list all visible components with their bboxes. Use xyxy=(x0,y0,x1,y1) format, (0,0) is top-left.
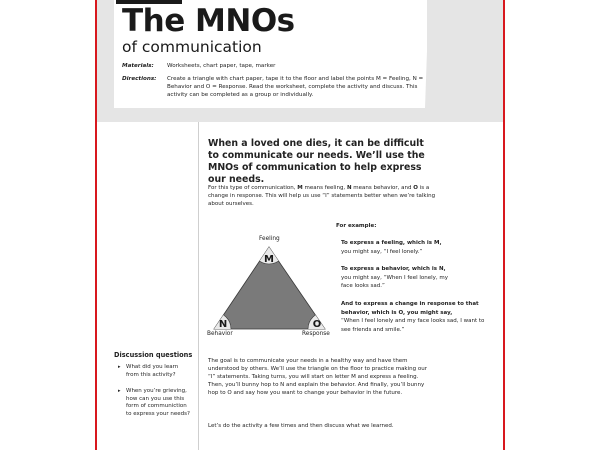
directions-label: Directions: xyxy=(122,76,157,82)
triangle-letter-n: N xyxy=(218,319,228,330)
label-behavior: Behavior xyxy=(207,331,233,337)
examples-title: For example: xyxy=(336,223,377,229)
example-lead: To express a behavior, which is N, xyxy=(341,266,446,272)
mno-triangle-diagram xyxy=(205,240,335,335)
question-text: When you’re grieving, how can you use this form of communiction to express your needs? xyxy=(126,388,190,417)
label-response: Response xyxy=(302,331,330,337)
intro-text: means feeling, xyxy=(302,185,347,191)
goal-paragraph: The goal is to communicate your needs in a healthy way and have them understood by others. We’ll use the triangle on the floor to practice making our “I” statements. Taking turns, you will start on letter M and express a feeling. Then, you’ll bunny hop to N and explain the behavior. And finally, you’ll bunny hop to O and say how you want to change your behavior in the future. xyxy=(208,358,427,396)
letter-n: N xyxy=(346,185,352,191)
letter-o: O xyxy=(413,185,418,191)
question-text: What did you learn from this activity? xyxy=(126,364,179,378)
column-divider xyxy=(198,122,199,450)
label-feeling: Feeling xyxy=(259,236,280,242)
triangle-letter-m: M xyxy=(264,254,274,265)
example-body: “When I feel lonely and my face looks sad, I want to see friends and smile.” xyxy=(341,318,485,333)
page-subtitle: of communication xyxy=(122,38,262,56)
intro-text: means behavior, and xyxy=(351,185,414,191)
example-body: you might say, “When I feel lonely, my face looks sad.” xyxy=(341,274,449,289)
intro-heading: When a loved one dies, it can be difficult to communicate our needs. We’ll use the MNOs of communication to help express our needs. xyxy=(208,138,425,185)
page-border-left xyxy=(95,0,97,450)
bullet-arrow-icon: ▸ xyxy=(118,364,121,370)
example-lead: To express a feeling, which is M, xyxy=(341,240,442,246)
example-response xyxy=(341,300,499,334)
page-border-right xyxy=(503,0,505,450)
materials-label: Materials: xyxy=(122,63,154,69)
example-lead: And to express a change in response to that behavior, which is O, you might say, xyxy=(341,301,479,316)
intro-text: For this type of communication, xyxy=(208,185,298,191)
closing-paragraph: Let’s do the activity a few times and then discuss what we learned. xyxy=(208,423,394,429)
intro-text: is a change in response. This will help us use “I” statements better when we’re talking about ourselves. xyxy=(208,185,436,207)
discussion-title: Discussion questions xyxy=(114,351,193,359)
triangle-letter-o: O xyxy=(312,319,322,330)
example-body: you might say, “I feel lonely.” xyxy=(341,248,423,255)
page-title: The MNOs xyxy=(122,3,295,39)
materials-value: Worksheets, chart paper, tape, marker xyxy=(167,63,276,69)
bullet-arrow-icon: ▸ xyxy=(118,388,121,394)
example-behavior xyxy=(341,265,481,291)
example-feeling xyxy=(341,239,501,256)
directions-value: Create a triangle with chart paper, tape it to the floor and label the points M = Feeling, N = Behavior and O = Response. Read the worksheet, complete the activity and discuss. This activity can be completed as a group or individually. xyxy=(167,76,424,98)
letter-m: M xyxy=(297,185,303,191)
intro-paragraph xyxy=(208,184,436,208)
